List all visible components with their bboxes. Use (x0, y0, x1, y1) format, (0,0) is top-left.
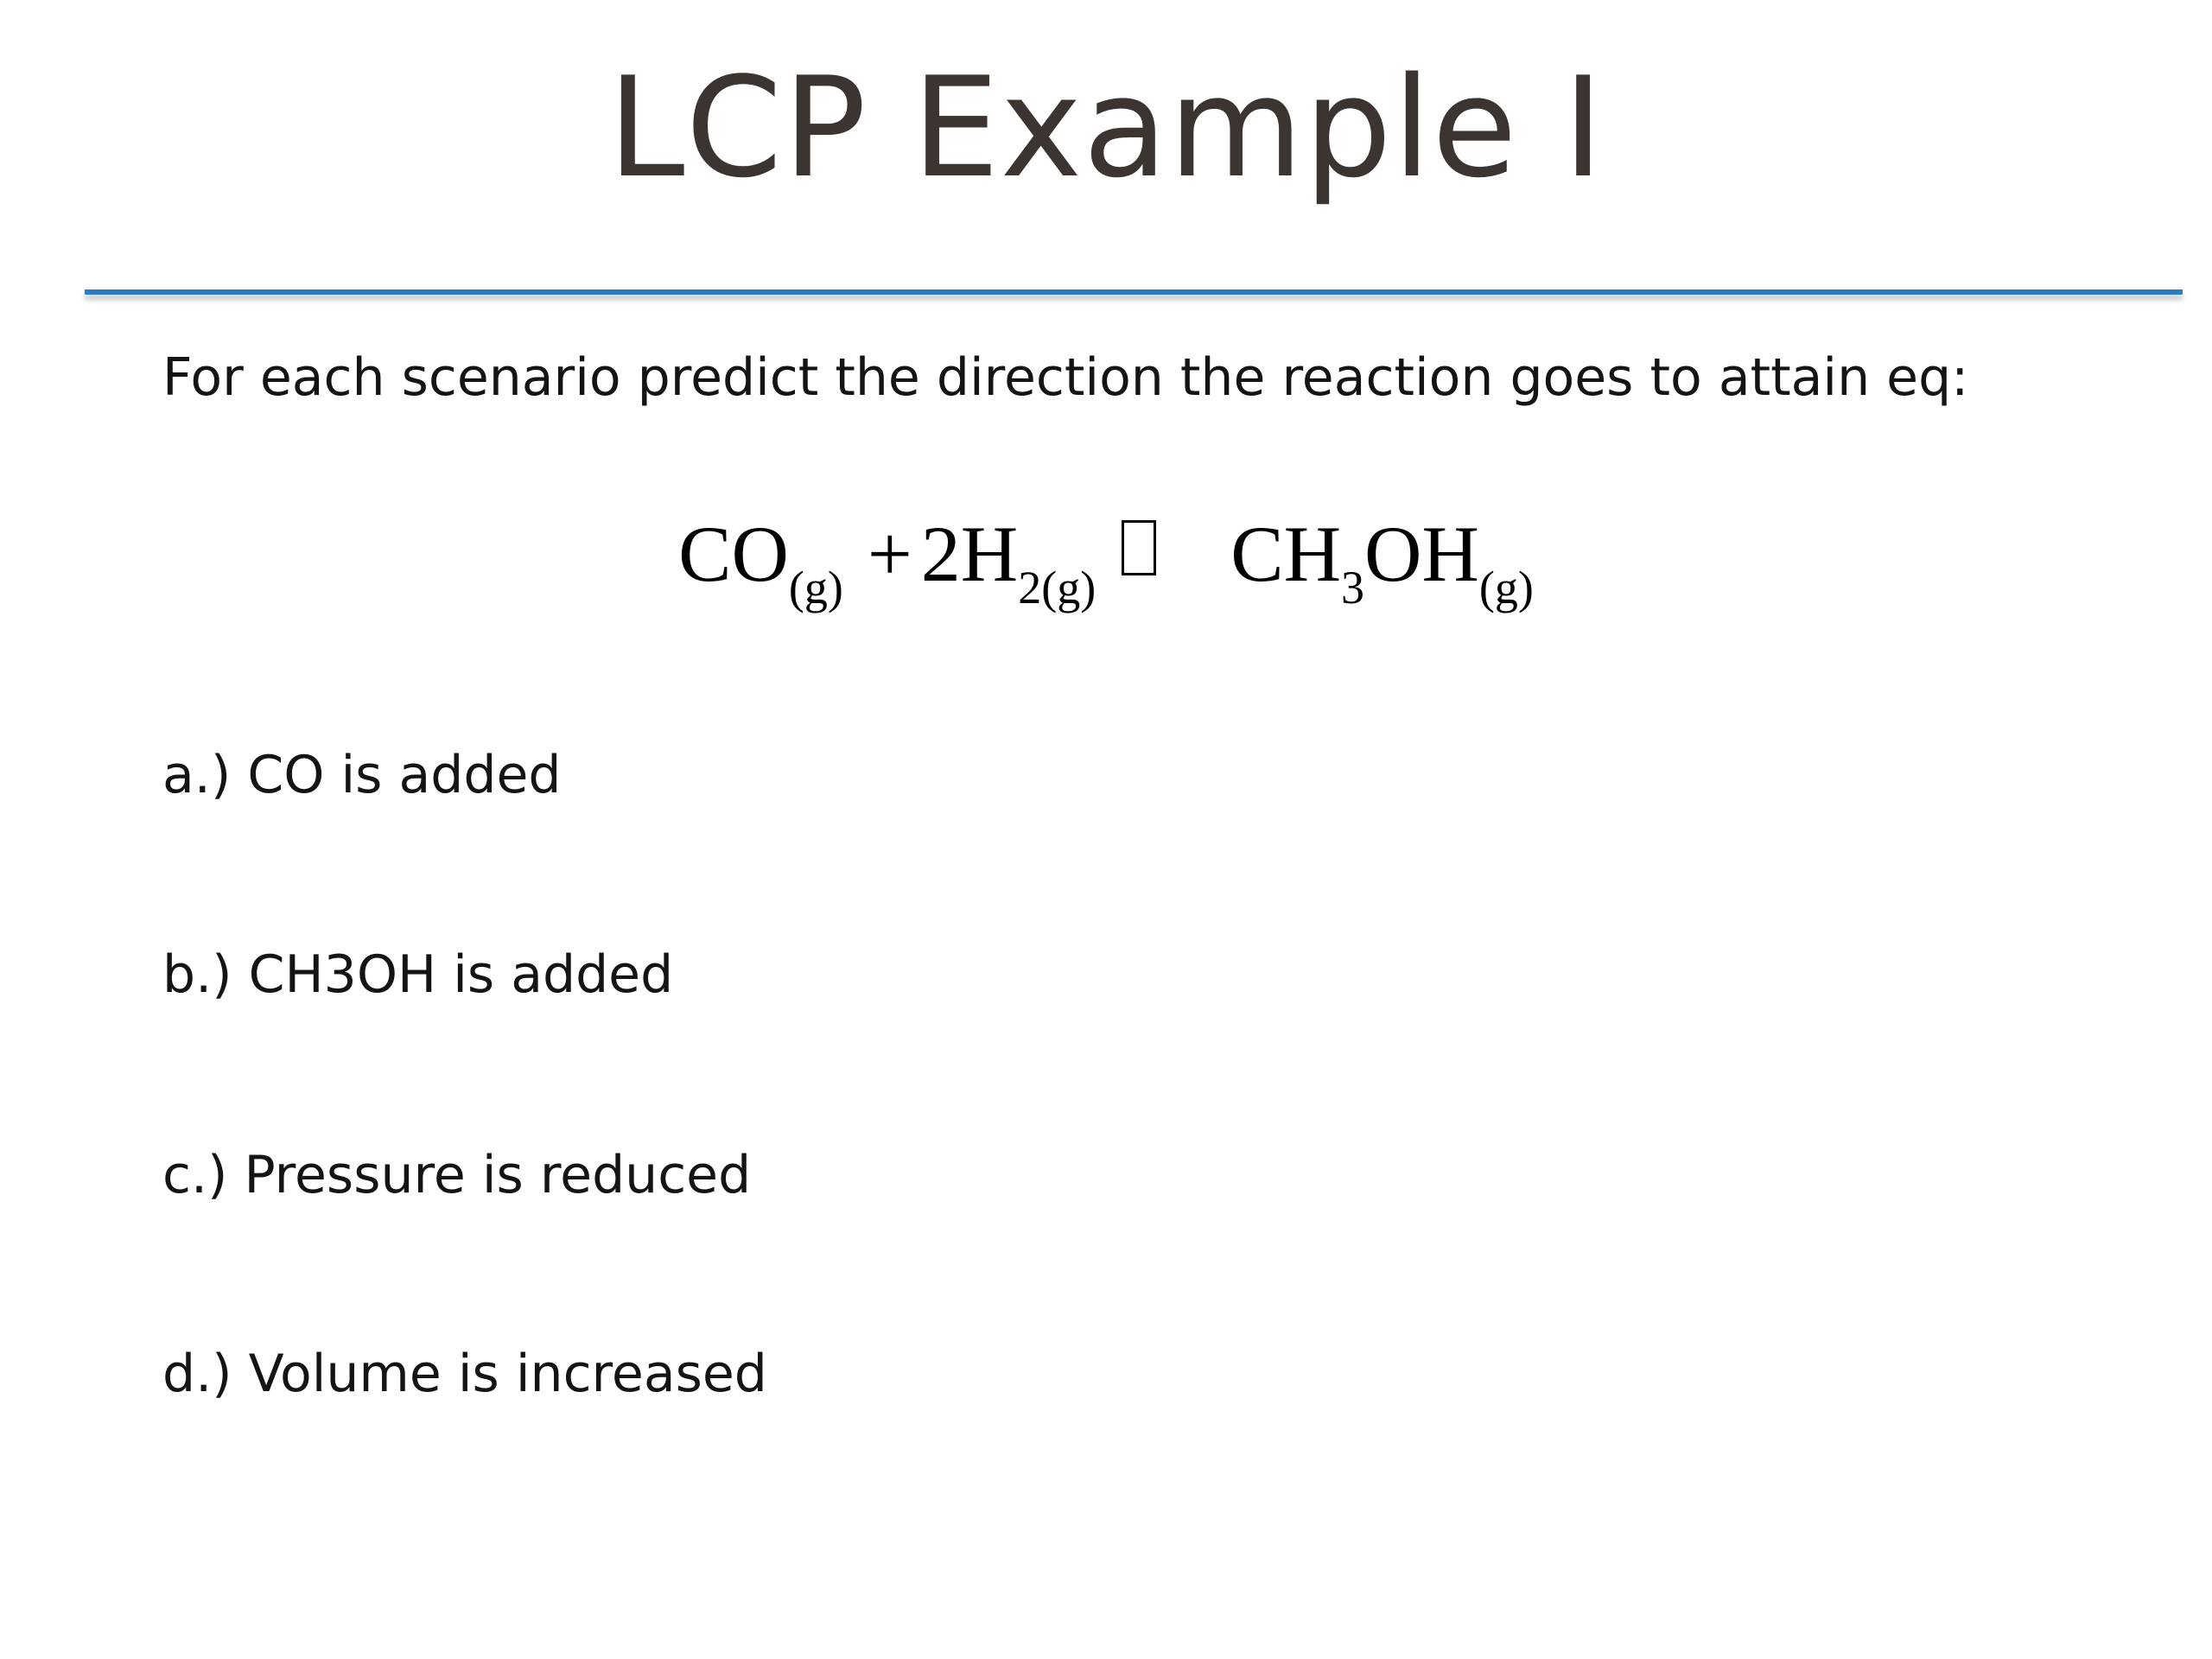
chemical-equation (0, 508, 2212, 614)
product-subscript-3: 3 (1341, 562, 1365, 613)
reactant-co: CO (678, 510, 789, 598)
equilibrium-arrow-icon (1122, 520, 1156, 575)
reactant-co-state: (g) (788, 562, 843, 613)
reactant-h2: 2H (920, 510, 1019, 598)
scenario-prompt: For each scenario predict the direction the reaction goes to attain eq: (162, 347, 1969, 408)
slide-title: LCP Example I (607, 47, 1605, 208)
scenario-d: d.) Volume is increased (162, 1344, 767, 1404)
product-oh: OH (1364, 510, 1479, 598)
title-divider (85, 289, 2183, 295)
plus-sign: + (867, 510, 912, 598)
scenario-c: c.) Pressure is reduced (162, 1145, 752, 1205)
scenario-a: a.) CO is added (162, 745, 562, 805)
product-state: (g) (1478, 562, 1534, 613)
reactant-h2-state: 2(g) (1018, 562, 1096, 613)
product-ch: CH (1230, 510, 1342, 598)
scenario-b: b.) CH3OH is added (162, 944, 674, 1005)
